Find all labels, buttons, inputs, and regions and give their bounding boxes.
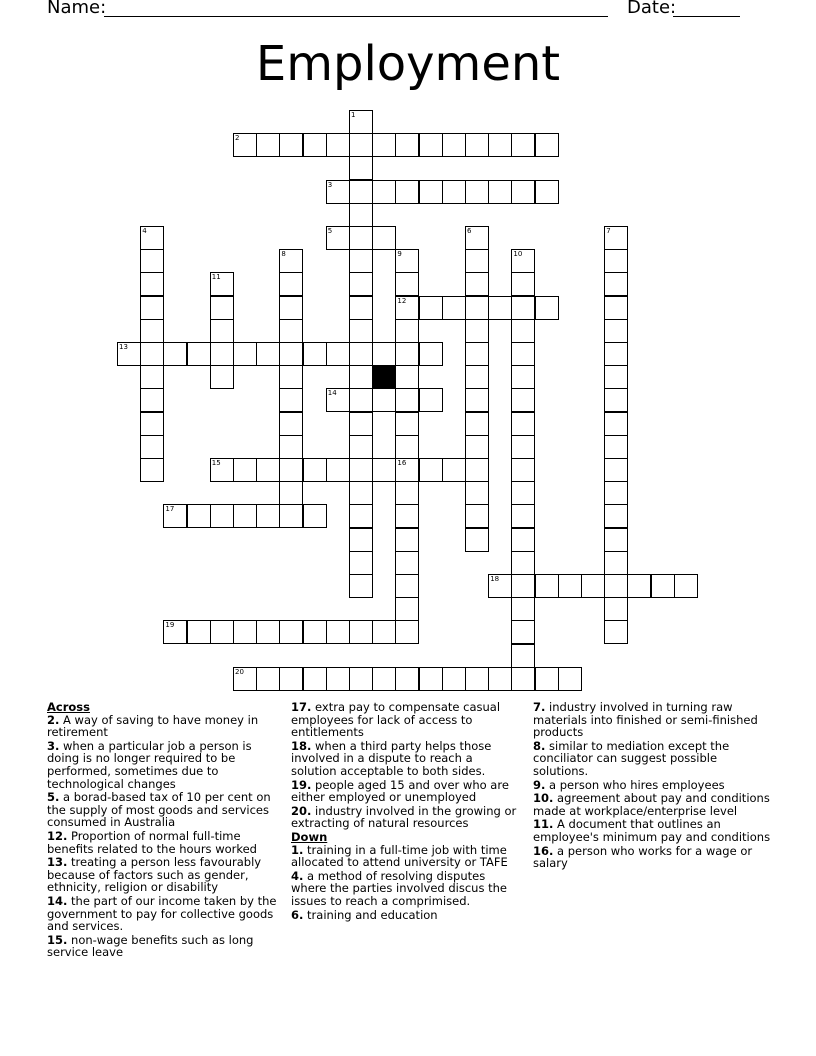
grid-cell[interactable] — [395, 551, 419, 575]
grid-cell[interactable] — [488, 667, 512, 691]
clue-text: training in a full-time job with time allocated to attend university or TAFE — [291, 842, 508, 870]
across-clue-15 — [47, 934, 277, 959]
across-clue-13 — [47, 856, 277, 894]
clue-number-label: 12. — [47, 828, 68, 843]
grid-cell[interactable] — [419, 133, 443, 157]
clue-number-label: 10. — [533, 791, 554, 806]
grid-cell[interactable] — [465, 412, 489, 436]
grid-cell[interactable] — [511, 620, 535, 644]
grid-cell[interactable] — [419, 180, 443, 204]
grid-cell[interactable] — [303, 620, 327, 644]
clue-number: 12 — [397, 296, 407, 305]
grid-cell[interactable] — [140, 342, 164, 366]
grid-cell[interactable] — [256, 342, 280, 366]
grid-cell[interactable] — [465, 180, 489, 204]
clue-number: 11 — [211, 273, 221, 282]
across-clue-19 — [291, 779, 521, 804]
grid-cell[interactable] — [511, 667, 535, 691]
grid-cell[interactable] — [395, 296, 419, 320]
grid-cell[interactable] — [303, 667, 327, 691]
grid-cell[interactable] — [349, 133, 373, 157]
grid-cell[interactable] — [604, 574, 628, 598]
grid-cell[interactable] — [604, 388, 628, 412]
grid-cell[interactable] — [187, 342, 211, 366]
clue-number-label: 1. — [291, 842, 304, 857]
grid-cell[interactable] — [604, 620, 628, 644]
grid-cell[interactable] — [140, 296, 164, 320]
clue-number: 8 — [281, 250, 286, 259]
grid-cell[interactable] — [279, 319, 303, 343]
grid-cell[interactable] — [395, 272, 419, 296]
grid-cell[interactable] — [349, 481, 373, 505]
clue-text: people aged 15 and over who are either employed or unemployed — [291, 777, 509, 805]
grid-cell[interactable] — [511, 458, 535, 482]
grid-cell[interactable] — [140, 272, 164, 296]
clues-column-1 — [47, 701, 277, 960]
grid-cell[interactable] — [279, 296, 303, 320]
grid-cell[interactable] — [395, 180, 419, 204]
grid-cell[interactable] — [349, 504, 373, 528]
clue-text: a person who works for a wage or salary — [533, 843, 753, 871]
grid-cell[interactable] — [326, 342, 350, 366]
grid-cell[interactable] — [395, 597, 419, 621]
grid-cell[interactable] — [604, 551, 628, 575]
clue-number-label: 19. — [291, 777, 312, 792]
grid-cell[interactable] — [210, 319, 234, 343]
grid-cell[interactable] — [210, 365, 234, 389]
grid-cell[interactable] — [349, 319, 373, 343]
grid-cell[interactable] — [349, 412, 373, 436]
down-clue-7 — [533, 701, 773, 739]
grid-cell[interactable] — [395, 528, 419, 552]
grid-cell[interactable] — [488, 180, 512, 204]
grid-block — [372, 365, 396, 389]
across-clue-12 — [47, 830, 277, 855]
down-clue-16 — [533, 845, 773, 870]
grid-cell[interactable] — [279, 133, 303, 157]
clue-number-label: 4. — [291, 868, 304, 883]
grid-cell[interactable] — [395, 435, 419, 459]
grid-cell[interactable] — [604, 226, 628, 250]
clue-number-label: 2. — [47, 712, 60, 727]
grid-cell[interactable] — [140, 319, 164, 343]
grid-cell[interactable] — [372, 388, 396, 412]
grid-cell[interactable] — [210, 342, 234, 366]
grid-cell[interactable] — [372, 458, 396, 482]
grid-cell[interactable] — [465, 481, 489, 505]
grid-cell[interactable] — [465, 458, 489, 482]
grid-cell[interactable] — [465, 272, 489, 296]
grid-cell[interactable] — [210, 296, 234, 320]
grid-cell[interactable] — [465, 249, 489, 273]
down-heading: Down — [291, 829, 328, 844]
grid-cell[interactable] — [395, 365, 419, 389]
grid-cell[interactable] — [372, 226, 396, 250]
grid-cell[interactable] — [395, 319, 419, 343]
grid-cell[interactable] — [465, 504, 489, 528]
grid-cell[interactable] — [511, 528, 535, 552]
clue-number-label: 17. — [291, 700, 312, 714]
grid-cell[interactable] — [419, 458, 443, 482]
grid-cell[interactable] — [349, 388, 373, 412]
grid-cell[interactable] — [465, 319, 489, 343]
grid-cell[interactable] — [326, 620, 350, 644]
grid-cell[interactable] — [349, 249, 373, 273]
grid-cell[interactable] — [303, 133, 327, 157]
grid-cell[interactable] — [372, 133, 396, 157]
grid-cell[interactable] — [395, 388, 419, 412]
grid-cell[interactable] — [604, 249, 628, 273]
grid-cell[interactable] — [442, 180, 466, 204]
grid-cell[interactable] — [349, 156, 373, 180]
grid-cell[interactable] — [604, 319, 628, 343]
grid-cell[interactable] — [581, 574, 605, 598]
clue-number-label: 15. — [47, 932, 68, 947]
name-label: Name: — [47, 0, 107, 18]
grid-cell[interactable] — [395, 504, 419, 528]
grid-cell[interactable] — [256, 667, 280, 691]
grid-cell[interactable] — [604, 481, 628, 505]
grid-cell[interactable] — [349, 296, 373, 320]
grid-cell[interactable] — [511, 574, 535, 598]
grid-cell[interactable] — [511, 597, 535, 621]
down-clue-6 — [291, 909, 521, 922]
clue-text: a borad-based tax of 10 per cent on the supply of most goods and services consumed in Australia — [47, 790, 271, 830]
clue-number-label: 8. — [533, 738, 546, 753]
clue-text: industry involved in the growing or extracting of natural resources — [291, 803, 517, 831]
grid-cell[interactable] — [511, 249, 535, 273]
clue-number: 15 — [211, 459, 221, 467]
grid-cell[interactable] — [395, 667, 419, 691]
clue-number-label: 7. — [533, 700, 546, 714]
grid-cell[interactable] — [140, 435, 164, 459]
grid-cell[interactable] — [511, 296, 535, 320]
grid-cell[interactable] — [349, 435, 373, 459]
clue-text: training and education — [303, 907, 438, 922]
grid-cell[interactable] — [465, 226, 489, 250]
grid-cell[interactable] — [372, 620, 396, 644]
clue-text: when a third party helps those involved in a dispute to reach a solution acceptable to both sides. — [291, 738, 492, 778]
clue-number: 9 — [397, 250, 402, 259]
grid-cell[interactable] — [395, 481, 419, 505]
grid-cell[interactable] — [326, 133, 350, 157]
clue-text: treating a person less favourably because of factors such as gender, ethnicity, religion or disability — [47, 855, 262, 895]
grid-cell[interactable] — [349, 551, 373, 575]
clue-number: 17 — [165, 505, 175, 514]
grid-cell[interactable] — [326, 388, 350, 412]
grid-cell[interactable] — [465, 296, 489, 320]
grid-cell[interactable] — [488, 133, 512, 157]
grid-cell[interactable] — [511, 412, 535, 436]
grid-cell[interactable] — [558, 574, 582, 598]
grid-cell[interactable] — [465, 388, 489, 412]
grid-cell[interactable] — [535, 133, 559, 157]
clue-text: a person who hires employees — [545, 777, 725, 792]
across-clue-14 — [47, 895, 277, 933]
grid-cell[interactable] — [442, 667, 466, 691]
grid-cell[interactable] — [140, 388, 164, 412]
clue-number-label: 6. — [291, 907, 304, 922]
grid-cell[interactable] — [395, 133, 419, 157]
grid-cell[interactable] — [627, 574, 651, 598]
clue-number: 6 — [467, 227, 472, 235]
grid-cell[interactable] — [233, 667, 257, 691]
grid-cell[interactable] — [349, 272, 373, 296]
grid-cell[interactable] — [210, 458, 234, 482]
clues-column-2 — [291, 701, 521, 922]
clue-number: 14 — [327, 389, 337, 398]
clue-text: a method of resolving disputes where the parties involved discus the issues to reach a comprimised. — [291, 868, 507, 908]
grid-cell[interactable] — [279, 667, 303, 691]
grid-cell[interactable] — [395, 249, 419, 273]
clue-number-label: 18. — [291, 738, 312, 753]
grid-cell[interactable] — [349, 458, 373, 482]
grid-cell[interactable] — [511, 180, 535, 204]
down-clue-11 — [533, 818, 773, 843]
down-clue-4 — [291, 870, 521, 908]
grid-cell[interactable] — [535, 667, 559, 691]
clue-number: 3 — [327, 180, 333, 189]
grid-cell[interactable] — [163, 620, 187, 644]
grid-cell[interactable] — [210, 504, 234, 528]
grid-cell[interactable] — [326, 226, 350, 250]
clue-text: extra pay to compensate casual employees for lack of access to entitlements — [291, 700, 501, 740]
grid-cell[interactable] — [279, 620, 303, 644]
grid-cell[interactable] — [279, 458, 303, 482]
down-clue-1 — [291, 844, 521, 869]
grid-cell[interactable] — [233, 133, 257, 157]
across-clue-20 — [291, 805, 521, 830]
grid-cell[interactable] — [349, 180, 373, 204]
across-clue-2 — [47, 714, 277, 739]
grid-cell[interactable] — [349, 620, 373, 644]
across-clue-17 — [291, 701, 521, 739]
grid-cell[interactable] — [465, 342, 489, 366]
grid-cell[interactable] — [349, 342, 373, 366]
grid-cell[interactable] — [604, 272, 628, 296]
grid-cell[interactable] — [511, 481, 535, 505]
grid-cell[interactable] — [465, 528, 489, 552]
grid-cell[interactable] — [511, 435, 535, 459]
grid-cell[interactable] — [604, 296, 628, 320]
grid-cell[interactable] — [279, 272, 303, 296]
grid-cell[interactable] — [233, 504, 257, 528]
clue-number-label: 9. — [533, 777, 546, 792]
grid-cell[interactable] — [442, 133, 466, 157]
grid-cell[interactable] — [233, 620, 257, 644]
grid-cell[interactable] — [511, 133, 535, 157]
grid-cell[interactable] — [349, 110, 373, 134]
grid-cell[interactable] — [604, 458, 628, 482]
grid-cell[interactable] — [163, 342, 187, 366]
grid-cell[interactable] — [210, 620, 234, 644]
grid-cell[interactable] — [511, 365, 535, 389]
grid-cell[interactable] — [511, 272, 535, 296]
grid-cell[interactable] — [303, 458, 327, 482]
across-clue-5 — [47, 791, 277, 829]
clue-number-label: 11. — [533, 817, 554, 832]
grid-cell[interactable] — [604, 412, 628, 436]
grid-cell[interactable] — [511, 342, 535, 366]
grid-cell[interactable] — [349, 203, 373, 227]
grid-cell[interactable] — [604, 528, 628, 552]
grid-cell[interactable] — [511, 551, 535, 575]
clue-text: industry involved in turning raw materials into finished or semi-finished products — [533, 700, 758, 740]
grid-cell[interactable] — [140, 412, 164, 436]
grid-cell[interactable] — [140, 365, 164, 389]
clue-text: non-wage benefits such as long service leave — [47, 932, 254, 960]
grid-cell[interactable] — [349, 667, 373, 691]
clue-text: the part of our income taken by the government to pay for collective goods and services. — [47, 893, 277, 934]
down-list-2 — [533, 701, 773, 870]
grid-cell[interactable] — [256, 133, 280, 157]
grid-cell[interactable] — [488, 574, 512, 598]
clue-text: Proportion of normal full-time benefits related to the hours worked — [47, 828, 257, 856]
grid-cell[interactable] — [349, 226, 373, 250]
clue-number: 4 — [142, 227, 147, 235]
down-clue-8 — [533, 740, 773, 778]
grid-cell[interactable] — [535, 296, 559, 320]
clue-number-label: 3. — [47, 738, 60, 753]
down-clue-10 — [533, 792, 773, 817]
grid-cell[interactable] — [395, 458, 419, 482]
clue-number: 19 — [165, 621, 175, 630]
grid-cell[interactable] — [303, 504, 327, 528]
grid-cell[interactable] — [442, 458, 466, 482]
grid-cell[interactable] — [279, 412, 303, 436]
grid-cell[interactable] — [279, 481, 303, 505]
clue-text: when a particular job a person is doing is no longer required to be performed, sometimes due to technological changes — [47, 738, 252, 791]
grid-cell[interactable] — [395, 342, 419, 366]
grid-cell[interactable] — [465, 133, 489, 157]
grid-cell[interactable] — [326, 667, 350, 691]
grid-cell[interactable] — [511, 388, 535, 412]
grid-cell[interactable] — [140, 226, 164, 250]
grid-cell[interactable] — [187, 504, 211, 528]
grid-cell[interactable] — [419, 296, 443, 320]
clue-text: A document that outlines an employee's minimum pay and conditions — [533, 817, 771, 844]
grid-cell[interactable] — [465, 365, 489, 389]
grid-cell[interactable] — [674, 574, 698, 598]
across-list-1 — [47, 714, 277, 959]
grid-cell[interactable] — [604, 597, 628, 621]
down-clue-9 — [533, 779, 773, 792]
grid-cell[interactable] — [651, 574, 675, 598]
down-list-1 — [291, 844, 521, 922]
clue-number-label: 5. — [47, 790, 60, 805]
grid-cell[interactable] — [604, 504, 628, 528]
clue-number-label: 13. — [47, 855, 68, 870]
date-label: Date: — [627, 0, 677, 18]
grid-cell[interactable] — [465, 435, 489, 459]
across-clue-3 — [47, 740, 277, 790]
clue-text: agreement about pay and conditions made at workplace/enterprise level — [533, 791, 770, 818]
grid-cell[interactable] — [279, 365, 303, 389]
clue-number: 1 — [351, 111, 356, 119]
page-title: Employment — [255, 36, 561, 92]
clue-number: 18 — [490, 575, 500, 583]
grid-cell[interactable] — [395, 412, 419, 436]
grid-cell[interactable] — [511, 504, 535, 528]
grid-cell[interactable] — [326, 180, 350, 204]
grid-cell[interactable] — [210, 272, 234, 296]
grid-cell[interactable] — [163, 504, 187, 528]
grid-cell[interactable] — [279, 249, 303, 273]
grid-cell[interactable] — [604, 342, 628, 366]
clue-number: 16 — [397, 459, 407, 467]
grid-cell[interactable] — [256, 620, 280, 644]
grid-cell[interactable] — [279, 388, 303, 412]
grid-cell[interactable] — [488, 296, 512, 320]
grid-cell[interactable] — [117, 342, 141, 366]
grid-cell[interactable] — [511, 319, 535, 343]
grid-cell[interactable] — [511, 644, 535, 668]
clue-number-label: 16. — [533, 843, 554, 858]
grid-cell[interactable] — [558, 667, 582, 691]
grid-cell[interactable] — [349, 528, 373, 552]
clue-number-label: 14. — [47, 893, 68, 908]
across-heading: Across — [47, 700, 90, 714]
grid-cell[interactable] — [256, 504, 280, 528]
clue-number: 10 — [513, 250, 523, 259]
grid-cell[interactable] — [279, 342, 303, 366]
grid-cell[interactable] — [395, 574, 419, 598]
grid-cell[interactable] — [140, 458, 164, 482]
grid-cell[interactable] — [535, 180, 559, 204]
grid-cell[interactable] — [604, 365, 628, 389]
across-clue-18 — [291, 740, 521, 778]
grid-cell[interactable] — [349, 574, 373, 598]
grid-cell[interactable] — [395, 620, 419, 644]
across-list-2 — [291, 701, 521, 830]
clue-number-label: 20. — [291, 803, 312, 818]
grid-cell[interactable] — [349, 365, 373, 389]
grid-cell[interactable] — [535, 574, 559, 598]
grid-cell[interactable] — [256, 458, 280, 482]
clue-text: similar to mediation except the conciliator can suggest possible solutions. — [533, 738, 730, 778]
grid-cell[interactable] — [372, 180, 396, 204]
grid-cell[interactable] — [326, 458, 350, 482]
clue-number: 7 — [606, 227, 611, 235]
clue-number: 13 — [119, 343, 128, 351]
grid-cell[interactable] — [465, 667, 489, 691]
grid-cell[interactable] — [303, 342, 327, 366]
grid-cell[interactable] — [233, 458, 257, 482]
grid-cell[interactable] — [419, 388, 443, 412]
grid-cell[interactable] — [187, 620, 211, 644]
grid-cell[interactable] — [233, 342, 257, 366]
clue-number: 2 — [235, 134, 240, 143]
clue-number: 5 — [327, 227, 333, 235]
grid-cell[interactable] — [140, 249, 164, 273]
grid-cell[interactable] — [419, 342, 443, 366]
clues-column-3 — [533, 701, 773, 871]
grid-cell[interactable] — [372, 342, 396, 366]
grid-cell[interactable] — [279, 504, 303, 528]
grid-cell[interactable] — [419, 667, 443, 691]
grid-cell[interactable] — [372, 667, 396, 691]
grid-cell[interactable] — [442, 296, 466, 320]
clue-number: 20 — [235, 667, 244, 676]
clue-text: A way of saving to have money in retirement — [47, 712, 259, 740]
grid-cell[interactable] — [279, 435, 303, 459]
grid-cell[interactable] — [604, 435, 628, 459]
